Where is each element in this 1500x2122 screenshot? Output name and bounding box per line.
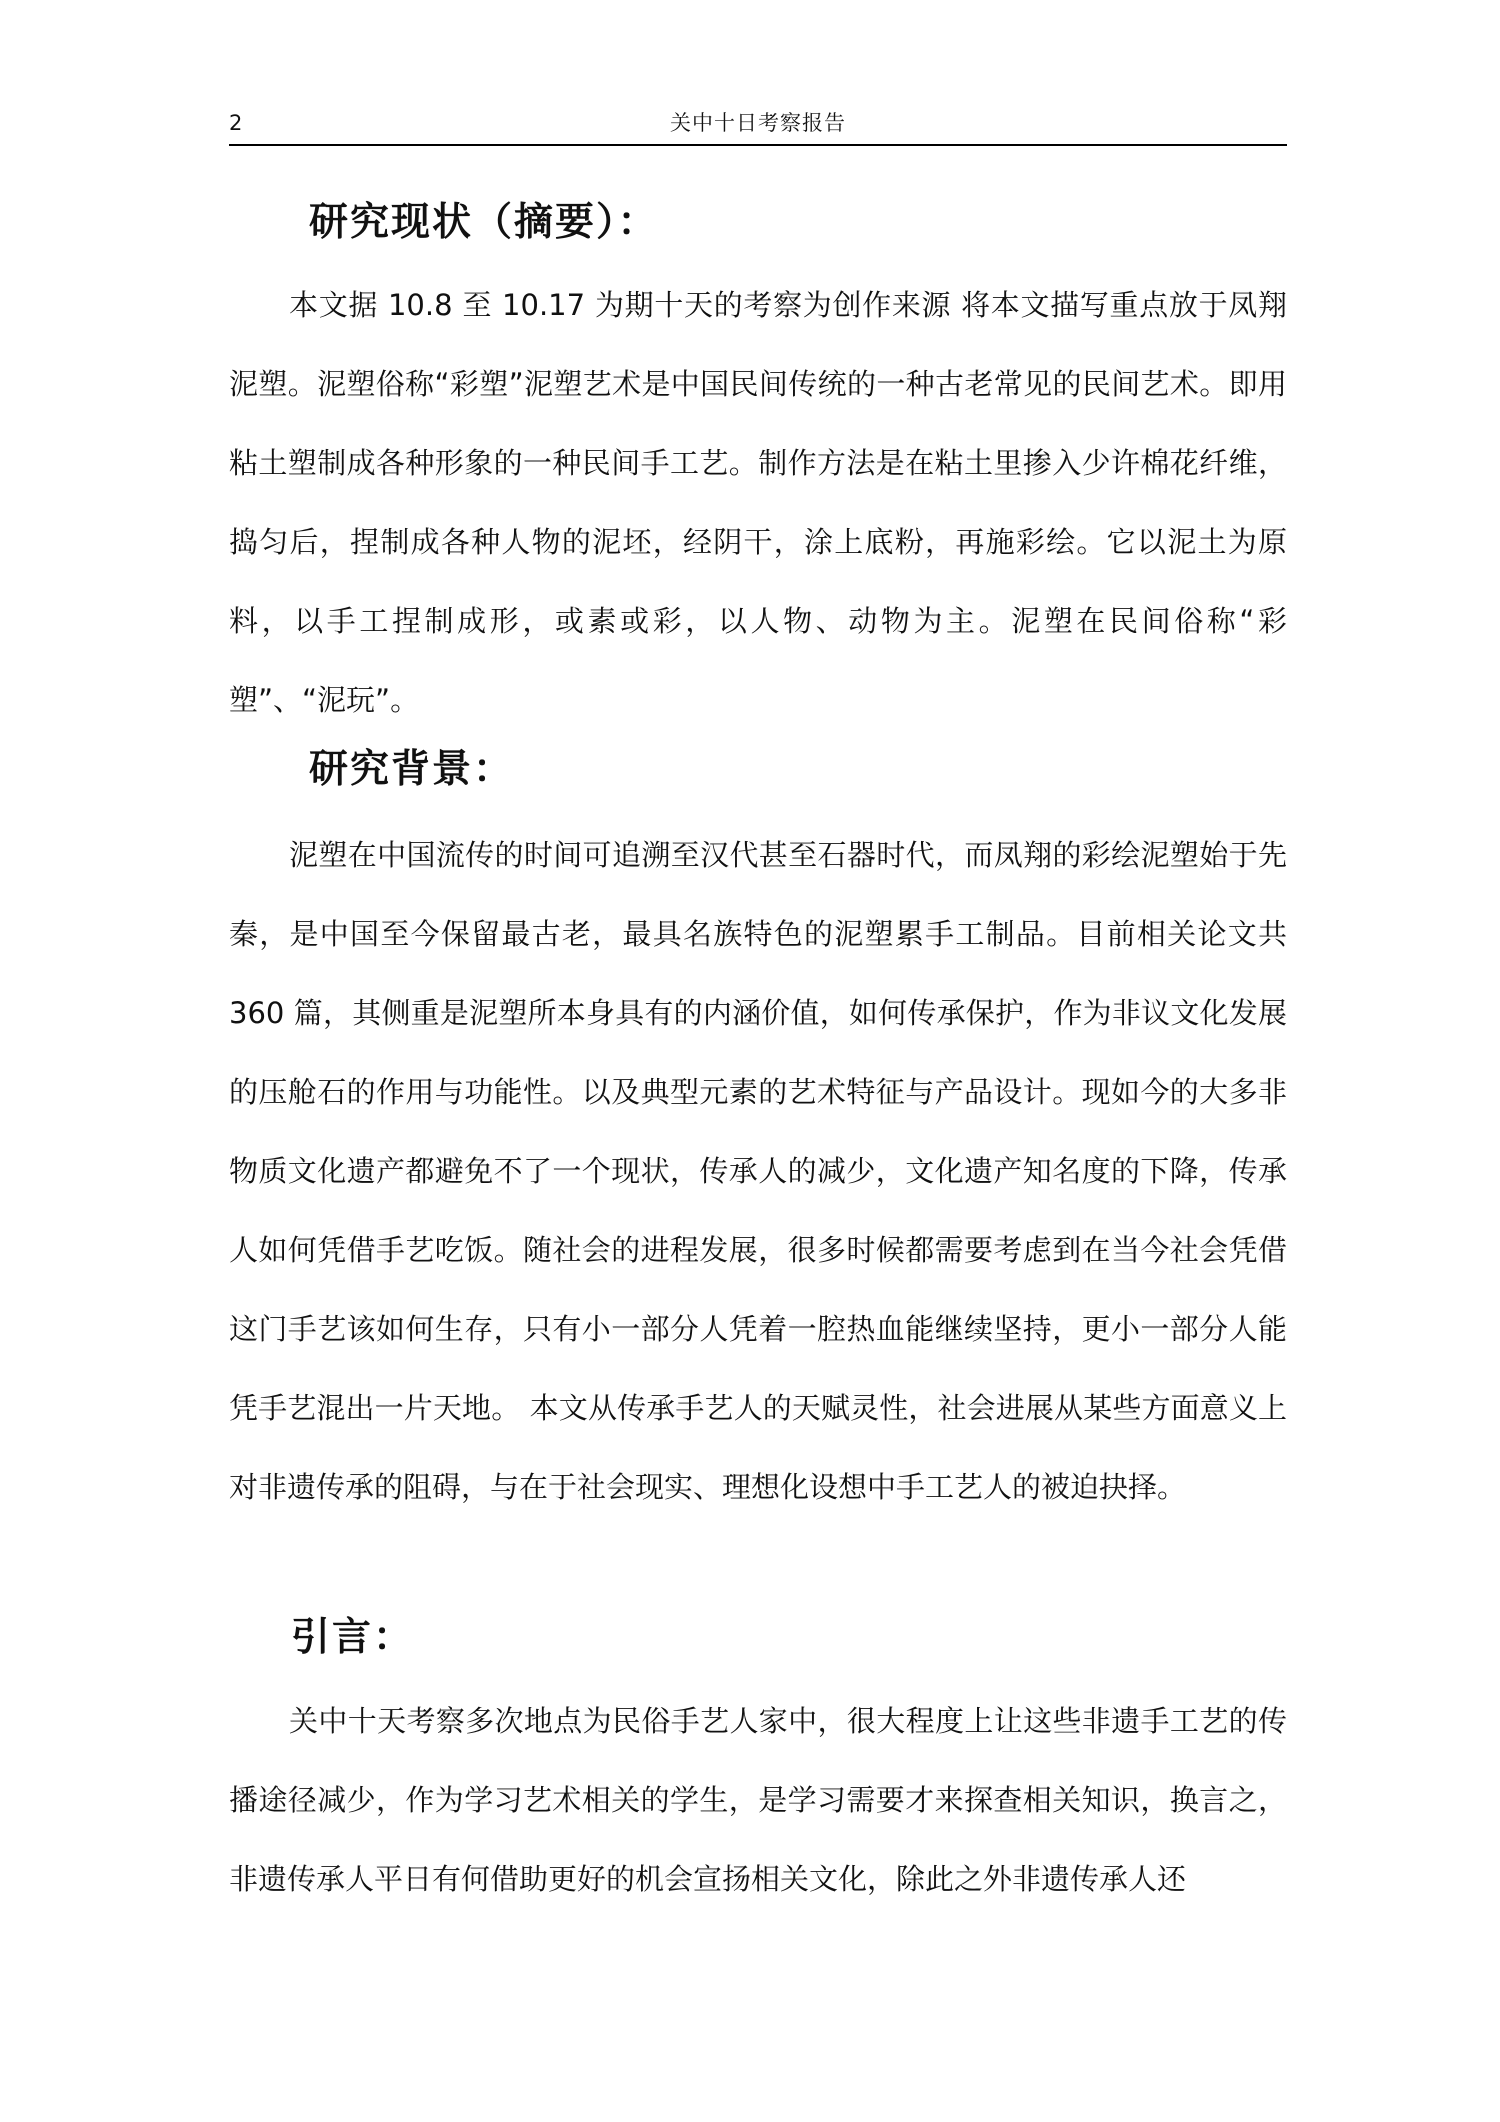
page-number: 2 (229, 111, 243, 135)
section-heading-research-status: 研究现状（摘要）： (309, 200, 659, 245)
paragraph-research-background: 泥塑在中国流传的时间可追溯至汉代甚至石器时代，而凤翔的彩绘泥塑始于先秦，是中国至今保留最古老，最具名族特色的泥塑累手工制品。目前相关论文共 360 篇，其侧重是泥塑所本身具有的内涵价值，如何传承保护，作为非议文化发展的压舱石的作用与功能性。以及典型元素的艺术特征与产品设计。现如今的大多非物质文化遗产都避免不了一个现状，传承人的减少，文化遗产知名度的下降，传承人如何凭借手艺吃饭。随社会的进程发展，很多时候都需要考虑到在当今社会凭借这门手艺该如何生存，只有小一部分人凭着一腔热血能继续坚持，更小一部分人能凭手艺混出一片天地。 本文从传承手艺人的天赋灵性，社会进展从某些方面意义上对非遗传承的阻碍，与在于社会现实、理想化设想中手工艺人的被迫抉择。 (229, 838, 1287, 1504)
section-heading-research-background: 研究背景： (309, 747, 515, 792)
section-heading-introduction: 引言： (291, 1615, 415, 1660)
document-body (229, 190, 1287, 1919)
paragraph-research-status: 本文据 10.8 至 10.17 为期十天的考察为创作来源 将本文描写重点放于凤翔泥塑。泥塑俗称“彩塑”泥塑艺术是中国民间传统的一种古老常见的民间艺术。即用粘土塑制成各种形象的一种民间手工艺。制作方法是在粘土里掺入少许棉花纤维，捣匀后，捏制成各种人物的泥坯，经阴干，涂上底粉，再施彩绘。它以泥土为原料，以手工捏制成形，或素或彩，以人物、动物为主。泥塑在民间俗称“彩塑”、“泥玩”。 (229, 288, 1287, 717)
page-header (229, 108, 1287, 146)
running-title: 关中十日考察报告 (670, 111, 846, 135)
paragraph-introduction: 关中十天考察多次地点为民俗手艺人家中，很大程度上让这些非遗手工艺的传播途径减少，作为学习艺术相关的学生，是学习需要才来探查相关知识，换言之，非遗传承人平日有何借助更好的机会宣扬相关文化，除此之外非遗传承人还 (229, 1704, 1287, 1896)
